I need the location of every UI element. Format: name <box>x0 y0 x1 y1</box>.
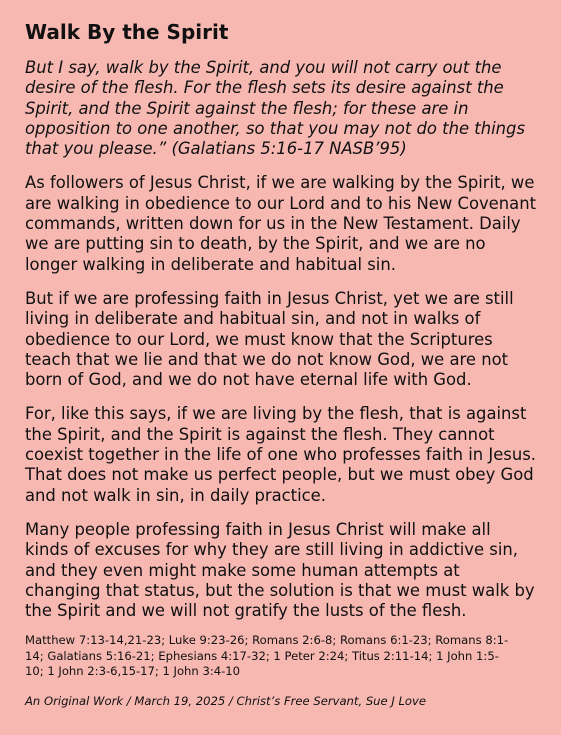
scripture-references: Matthew 7:13-14,21-23; Luke 9:23-26; Romans 2:6-8; Romans 6:1-23; Romans 8:1-14; Galatians 5:16-21; Ephesians 4:17-32; 1 Peter 2:24; Titus 2:11-14; 1 John 1:5-10; 1 John 2:3-6,15-17; 1 John 3:4-10 <box>25 633 509 679</box>
author-footer: An Original Work / March 19, 2025 / Christ’s Free Servant, Sue J Love <box>25 693 426 708</box>
body-paragraph-2: But if we are professing faith in Jesus Christ, yet we are still living in deliberate and habitual sin, and not in walks of obedience to our Lord, we must know that the Scriptures teach that we lie and that we do not know God, we are not born of God, and we do not have eternal life with God. <box>25 288 514 390</box>
scripture-quote: But I say, walk by the Spirit, and you will not carry out the desire of the flesh. For the flesh sets its desire against the Spirit, and the Spirit against the flesh; for these are in opposition to one another, so that you may not do the things that you please.” (Galatians 5:16-17 NASB’95) <box>25 58 525 159</box>
body-paragraph-3: For, like this says, if we are living by the flesh, that is against the Spirit, and the Spirit is against the flesh. They cannot coexist together in the life of one who professes faith in Jesus. That does not make us perfect people, but we must obey God and not walk in sin, in daily practice. <box>25 404 536 505</box>
body-paragraph-4: Many people professing faith in Jesus Christ will make all kinds of excuses for why they are still living in addictive sin, and they even might make some human attempts at changing that status, but the solution is that we must walk by the Spirit and we will not gratify the lusts of the flesh. <box>25 519 535 621</box>
page-title: Walk By the Spirit <box>25 20 229 44</box>
body-paragraph-1: As followers of Jesus Christ, if we are walking by the Spirit, we are walking in obedience to our Lord and to his New Covenant commands, written down for us in the New Testament. Daily we are putting sin to death, by the Spirit, and we are no longer walking in deliberate and habitual sin. <box>25 173 537 274</box>
